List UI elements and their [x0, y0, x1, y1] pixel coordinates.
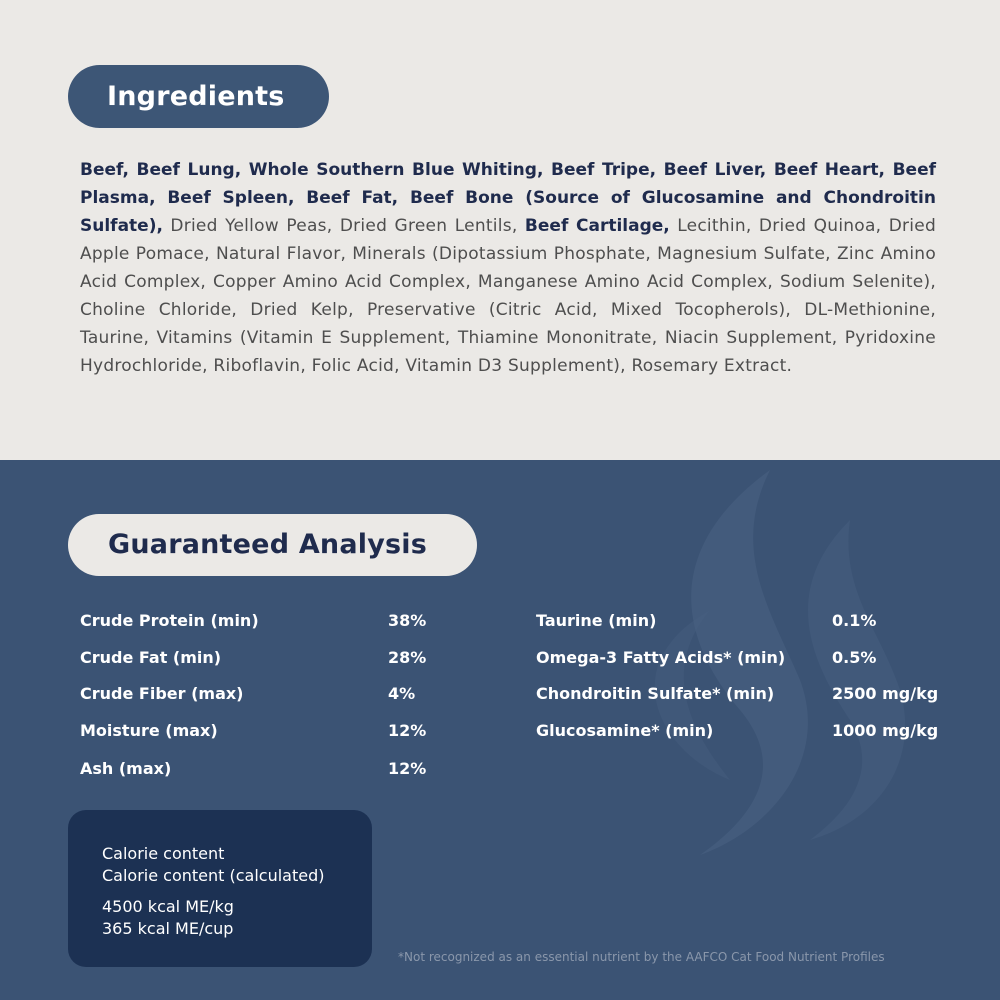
- ingredient-segment: Dried Yellow Peas, Dried Green Lentils,: [162, 216, 525, 236]
- analysis-value: 4%: [388, 684, 416, 703]
- analysis-value: 28%: [388, 648, 427, 667]
- analysis-label: Crude Protein (min): [80, 611, 259, 630]
- ingredients-text: [80, 156, 936, 380]
- calorie-subtitle: Calorie content (calculated): [102, 866, 325, 885]
- ingredients-section: [0, 0, 1000, 460]
- analysis-value: 0.1%: [832, 611, 877, 630]
- analysis-value: 12%: [388, 721, 427, 740]
- analysis-value: 2500 mg/kg: [832, 684, 939, 703]
- calorie-per-kg: 4500 kcal ME/kg: [102, 897, 234, 916]
- ingredients-heading: Ingredients: [68, 65, 329, 128]
- calorie-content-box: [68, 810, 372, 967]
- analysis-label: Taurine (min): [536, 611, 657, 630]
- analysis-label: Chondroitin Sulfate* (min): [536, 684, 775, 703]
- analysis-label: Omega-3 Fatty Acids* (min): [536, 648, 786, 667]
- analysis-label: Ash (max): [80, 759, 172, 778]
- analysis-label: Moisture (max): [80, 721, 218, 740]
- analysis-section: [0, 460, 1000, 1000]
- analysis-value: 38%: [388, 611, 427, 630]
- analysis-label: Crude Fat (min): [80, 648, 222, 667]
- footnote: *Not recognized as an essential nutrient by the AAFCO Cat Food Nutrient Profiles: [398, 950, 885, 964]
- ingredient-segment: Lecithin, Dried Quinoa, Dried Apple Pomace, Natural Flavor, Minerals (Dipotassium Phosphate, Magnesium Sulfate, Zinc Amino Acid Complex, Copper Amino Acid Complex, Manganese Amino Acid Complex, Sodium Selenite), Choline Chloride, Dried Kelp, Preservative (Citric Acid, Mixed Tocopherols), DL-Methionine, Taurine, Vitamins (Vitamin E Supplement, Thiamine Mononitrate, Niacin Supplement, Pyridoxine Hydrochloride, Riboflavin, Folic Acid, Vitamin D3 Supplement), Rosemary Extract.: [80, 216, 937, 376]
- ingredient-segment-bold: Beef Cartilage,: [524, 216, 670, 236]
- ingredient-segment-bold: Beef, Beef Lung, Whole Southern Blue Whiting, Beef Tripe, Beef Liver, Beef Heart, Beef Plasma, Beef Spleen, Beef Fat, Beef Bone (Source of Glucosamine and Chondroitin Sulfate),: [80, 160, 936, 236]
- analysis-label: Crude Fiber (max): [80, 684, 244, 703]
- analysis-label: Glucosamine* (min): [536, 721, 714, 740]
- calorie-per-cup: 365 kcal ME/cup: [102, 919, 234, 938]
- calorie-title: Calorie content: [102, 844, 225, 863]
- analysis-heading: Guaranteed Analysis: [68, 514, 477, 576]
- analysis-value: 12%: [388, 759, 427, 778]
- analysis-value: 1000 mg/kg: [832, 721, 939, 740]
- analysis-value: 0.5%: [832, 648, 877, 667]
